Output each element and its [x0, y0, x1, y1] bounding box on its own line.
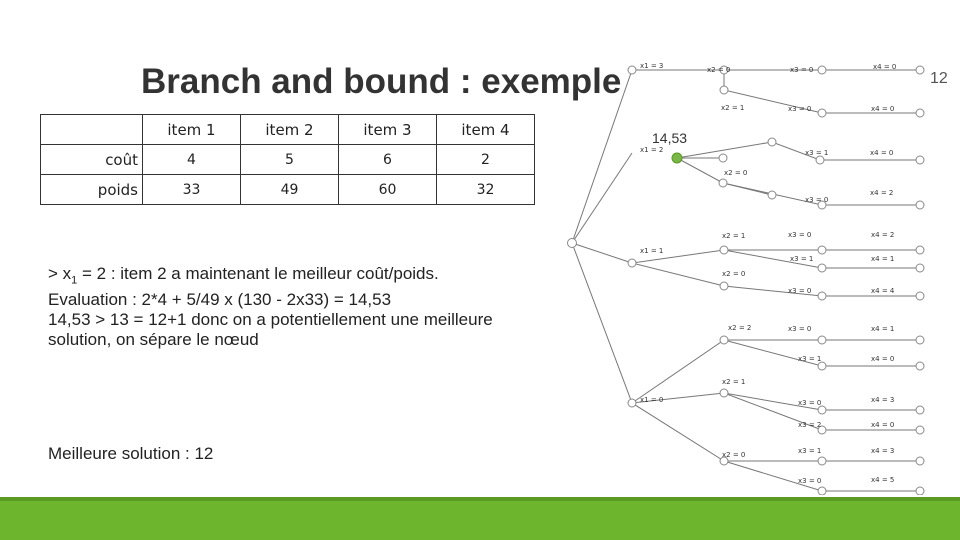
items-table — [40, 114, 535, 205]
edge-label: x3 = 0 — [788, 325, 812, 333]
edge-label: x4 = 0 — [870, 149, 894, 157]
tree-node — [916, 264, 924, 272]
table-cell: 32 — [437, 175, 535, 205]
table-cell: 6 — [339, 145, 437, 175]
tree-node — [916, 457, 924, 465]
explanation-line-3: 14,53 > 13 = 12+1 donc on a potentiellement une meilleure — [48, 310, 493, 330]
edge-label: x4 = 5 — [871, 476, 895, 484]
tree-node — [720, 86, 728, 94]
edge-label: x4 = 0 — [871, 355, 895, 363]
tree-node-root — [568, 239, 577, 248]
tree-node — [818, 336, 826, 344]
edge-label: x4 = 0 — [871, 105, 895, 113]
edge-label: x1 = 2 — [640, 146, 664, 154]
edge-label: x3 = 2 — [798, 421, 822, 429]
edge-label: x4 = 2 — [870, 189, 894, 197]
table-cell: 60 — [339, 175, 437, 205]
tree-node — [719, 179, 727, 187]
table-cell: 5 — [241, 145, 339, 175]
tree-node — [916, 156, 924, 164]
edge-label: x2 = 0 — [724, 169, 748, 177]
tree-node-highlighted — [672, 153, 682, 163]
edge-label: x2 = 1 — [722, 232, 746, 240]
edge-label: x2 = 1 — [722, 378, 746, 386]
edge-label: x3 = 0 — [788, 287, 812, 295]
edge-label: x1 = 1 — [640, 247, 664, 255]
tree-node — [916, 362, 924, 370]
tree-node — [916, 109, 924, 117]
tree-node — [818, 292, 826, 300]
best-solution: Meilleure solution : 12 — [48, 444, 214, 463]
explanation-line-2: Evaluation : 2*4 + 5/49 x (130 - 2x33) = 14,53 — [48, 290, 392, 310]
table-row — [41, 145, 535, 175]
edge-label: x2 = 1 — [721, 104, 745, 112]
tree-node — [916, 292, 924, 300]
edge-label: x3 = 0 — [788, 231, 812, 239]
tree-edges — [572, 70, 920, 491]
node-evaluation-label: 14,53 — [652, 130, 688, 146]
edge-label: x2 = 2 — [728, 324, 752, 332]
edge-label: x3 = 1 — [798, 355, 822, 363]
tree-node — [916, 336, 924, 344]
table-header-item-4: item 4 — [437, 115, 535, 145]
edge-label: x3 = 0 — [788, 105, 812, 113]
edge-label: x4 = 0 — [871, 421, 895, 429]
explanation-paragraph — [48, 264, 588, 350]
tree-node — [816, 156, 824, 164]
tree-node — [628, 259, 636, 267]
table-corner-cell — [41, 115, 143, 145]
tree-node — [916, 201, 924, 209]
tree-node — [916, 66, 924, 74]
table-cell: 33 — [143, 175, 241, 205]
table-header-item-2: item 2 — [241, 115, 339, 145]
row-label-cout: coût — [41, 145, 143, 175]
table-cell: 2 — [437, 145, 535, 175]
edge-label: x4 = 2 — [871, 231, 895, 239]
edge-label: x1 = 3 — [640, 62, 664, 70]
tree-node — [768, 138, 776, 146]
edge-label: x3 = 0 — [805, 196, 829, 204]
tree-node — [720, 336, 728, 344]
footer-bar — [0, 497, 960, 540]
edge-label: x3 = 1 — [798, 447, 822, 455]
tree-node — [719, 154, 727, 162]
edge-label: x4 = 3 — [871, 396, 895, 404]
tree-node — [818, 66, 826, 74]
edge-label: x3 = 0 — [798, 477, 822, 485]
tree-labels — [640, 62, 896, 485]
footer-bar-edge — [0, 497, 960, 501]
edge-label: x2 = 0 — [722, 451, 746, 459]
explanation-line-1: > $x_1 = 2$ : item 2 a maintenant le meilleur coût/poids. — [48, 264, 439, 287]
edge-label: x3 = 1 — [790, 255, 814, 263]
tree-node — [818, 264, 826, 272]
tree-node — [916, 406, 924, 414]
edge-label: x3 = 1 — [805, 149, 829, 157]
edge-label: x2 = 0 — [707, 66, 731, 74]
edge-label: x4 = 1 — [871, 255, 895, 263]
edge-label: x4 = 3 — [871, 447, 895, 455]
table-header-row — [41, 115, 535, 145]
table-row — [41, 175, 535, 205]
table-header-item-3: item 3 — [339, 115, 437, 145]
edge-label: x2 = 0 — [722, 270, 746, 278]
edge-label: x4 = 4 — [871, 287, 895, 295]
tree-node — [768, 191, 776, 199]
page-number: 12 — [930, 70, 948, 87]
edge-label: x4 = 1 — [871, 325, 895, 333]
tree-node — [916, 246, 924, 254]
tree-nodes — [568, 66, 925, 495]
tree-node — [916, 426, 924, 434]
tree-node — [720, 282, 728, 290]
edge-label: x4 = 0 — [873, 63, 897, 71]
tree-node — [818, 362, 826, 370]
tree-node — [720, 246, 728, 254]
edge-label: x1 = 0 — [640, 396, 664, 404]
table-cell: 49 — [241, 175, 339, 205]
tree-node — [818, 246, 826, 254]
tree-node — [628, 399, 636, 407]
table-header-item-1: item 1 — [143, 115, 241, 145]
tree-node — [628, 66, 636, 74]
table-cell: 4 — [143, 145, 241, 175]
edge-label: x3 = 0 — [798, 399, 822, 407]
tree-node — [720, 389, 728, 397]
tree-node — [818, 457, 826, 465]
slide-title: Branch and bound : exemple — [141, 62, 622, 101]
tree-node — [916, 487, 924, 495]
branch-and-bound-tree — [560, 50, 940, 495]
tree-node — [818, 487, 826, 495]
explanation-line-4: solution, on sépare le nœud — [48, 330, 259, 350]
tree-node — [818, 109, 826, 117]
edge-label: x3 = 0 — [790, 66, 814, 74]
tree-node — [818, 406, 826, 414]
row-label-poids: poids — [41, 175, 143, 205]
